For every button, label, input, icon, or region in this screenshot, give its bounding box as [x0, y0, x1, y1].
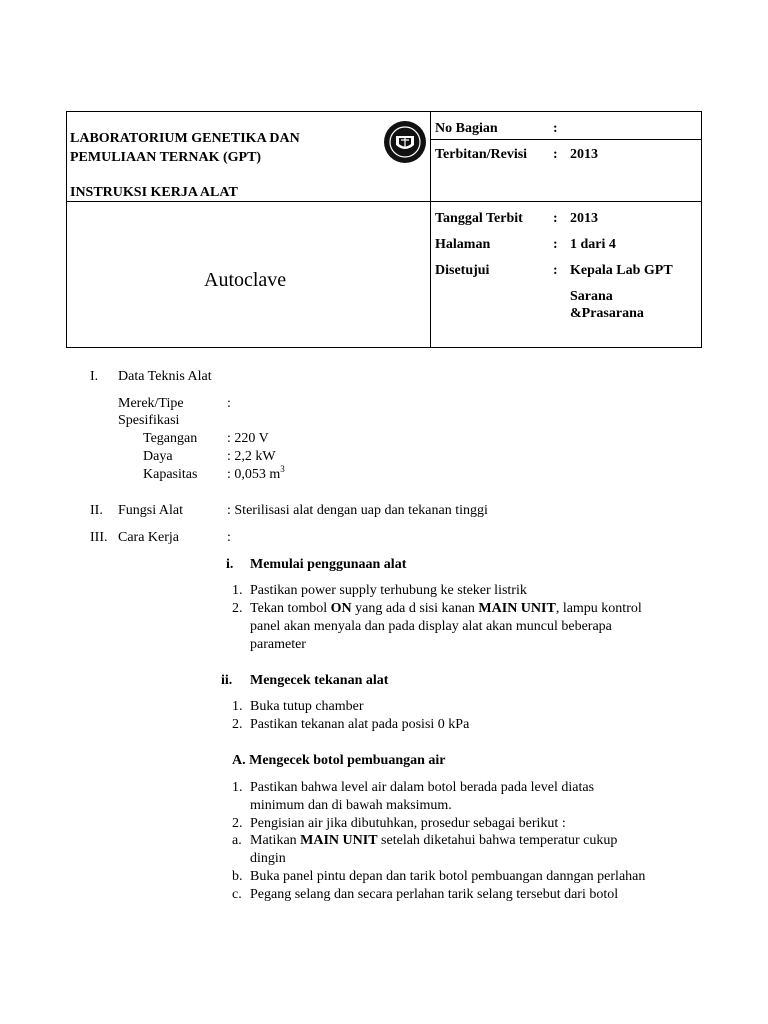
approver2-line2: &Prasarana [570, 306, 644, 321]
sub-a-step-b-letter: b. [232, 869, 243, 884]
section1-number: I. [90, 369, 99, 384]
sub-a-step-a-line1 [250, 832, 617, 849]
spec-value-tegangan: : 220 V [227, 431, 269, 446]
merek-label: Merek/Tipe [118, 396, 184, 411]
document-type: INSTRUKSI KERJA ALAT [70, 185, 238, 200]
header-divider-left [67, 201, 430, 202]
sub-i-item2-text-e: , lampu kontrol [555, 601, 642, 616]
spec-label-tegangan: Tegangan [143, 431, 198, 446]
field-value-tanggal: 2013 [570, 211, 598, 226]
field-colon-terbitan: : [553, 147, 558, 162]
field-value-disetujui: Kepala Lab GPT [570, 263, 673, 278]
sub-ii-item2-number: 2. [232, 717, 243, 732]
sub-ii-title: Mengecek tekanan alat [250, 673, 389, 688]
step-a-text-1: Matikan [250, 833, 301, 848]
sub-a-step-a-letter: a. [232, 833, 242, 848]
field-colon-tanggal: : [553, 211, 558, 226]
sub-a-item1-line1: Pastikan bahwa level air dalam botol berada pada level diatas [250, 780, 595, 795]
spec-label-kapasitas: Kapasitas [143, 467, 198, 482]
step-a-text-3: setelah diketahui bahwa temperatur cukup [377, 833, 618, 848]
field-label-halaman: Halaman [435, 237, 491, 252]
sub-i-item2-line1 [250, 600, 642, 617]
section2-value: : Sterilisasi alat dengan uap dan tekanan tinggi [227, 503, 488, 518]
sub-a-item2-text: Pengisian air jika dibutuhkan, prosedur sebagai berikut : [250, 816, 566, 831]
main-unit-keyword-2: MAIN UNIT [300, 833, 378, 848]
kapasitas-value-text: : 0,053 m [227, 467, 281, 482]
section2-number: II. [90, 503, 103, 518]
sub-i-item1-text: Pastikan power supply terhubung ke steker listrik [250, 583, 527, 598]
sub-a-step-c-text: Pegang selang dan secara perlahan tarik selang tersebut dari botol [250, 887, 619, 902]
field-colon-halaman: : [553, 237, 558, 252]
sub-a-title: A. Mengecek botol pembuangan air [232, 753, 446, 768]
lab-name-line2: PEMULIAAN TERNAK (GPT) [70, 150, 262, 165]
section1-title: Data Teknis Alat [118, 369, 212, 384]
field-colon-disetujui: : [553, 263, 558, 278]
spec-value-daya: : 2,2 kW [227, 449, 276, 464]
header-divider-right-1 [430, 139, 702, 140]
field-value-halaman: 1 dari 4 [570, 237, 616, 252]
field-label-no-bagian: No Bagian [435, 121, 498, 136]
field-value-terbitan: 2013 [570, 147, 598, 162]
sub-i-item2-line2: panel akan menyala dan pada display alat akan muncul beberapa [250, 619, 612, 634]
sub-a-step-a-line2: dingin [250, 851, 286, 866]
sub-i-item1-number: 1. [232, 583, 243, 598]
sub-ii-item1-text: Buka tutup chamber [250, 699, 364, 714]
merek-value: : [227, 396, 231, 411]
approver2-line1: Sarana [570, 289, 613, 304]
spec-label-daya: Daya [143, 449, 173, 464]
header-divider-right-2 [430, 201, 702, 202]
section3-number: III. [90, 530, 108, 545]
sub-i-number: i. [226, 557, 234, 572]
field-label-tanggal: Tanggal Terbit [435, 211, 523, 226]
sub-i-item2-text-c: yang ada d sisi kanan [351, 601, 479, 616]
sub-ii-item2-text: Pastikan tekanan alat pada posisi 0 kPa [250, 717, 470, 732]
section2-title: Fungsi Alat [118, 503, 183, 518]
sub-ii-item1-number: 1. [232, 699, 243, 714]
kapasitas-superscript: 3 [280, 464, 285, 474]
equipment-title: Autoclave [204, 269, 287, 291]
sub-a-item1-number: 1. [232, 780, 243, 795]
sub-a-item1-line2: minimum dan di bawah maksimum. [250, 798, 452, 813]
header-divider-vertical [430, 112, 431, 347]
on-keyword: ON [330, 601, 352, 616]
sub-i-item2-line3: parameter [250, 637, 306, 652]
section3-title: Cara Kerja [118, 530, 180, 545]
university-logo-icon [383, 120, 427, 164]
field-colon-no-bagian: : [553, 121, 558, 136]
sub-i-item2-number: 2. [232, 601, 243, 616]
main-unit-keyword: MAIN UNIT [478, 601, 556, 616]
sub-a-item2-number: 2. [232, 816, 243, 831]
sub-a-step-b-text: Buka panel pintu depan dan tarik botol pembuangan danngan perlahan [250, 869, 646, 884]
spesifikasi-label: Spesifikasi [118, 413, 180, 428]
field-label-disetujui: Disetujui [435, 263, 490, 278]
field-label-terbitan: Terbitan/Revisi [435, 147, 528, 162]
sub-i-title: Memulai penggunaan alat [250, 557, 407, 572]
sub-a-step-c-letter: c. [232, 887, 242, 902]
sub-i-item2-text-a: Tekan tombol [250, 601, 331, 616]
lab-name-line1: LABORATORIUM GENETIKA DAN [70, 131, 300, 146]
section3-value: : [227, 530, 231, 545]
spec-value-kapasitas [227, 466, 285, 484]
sub-ii-number: ii. [221, 673, 233, 688]
